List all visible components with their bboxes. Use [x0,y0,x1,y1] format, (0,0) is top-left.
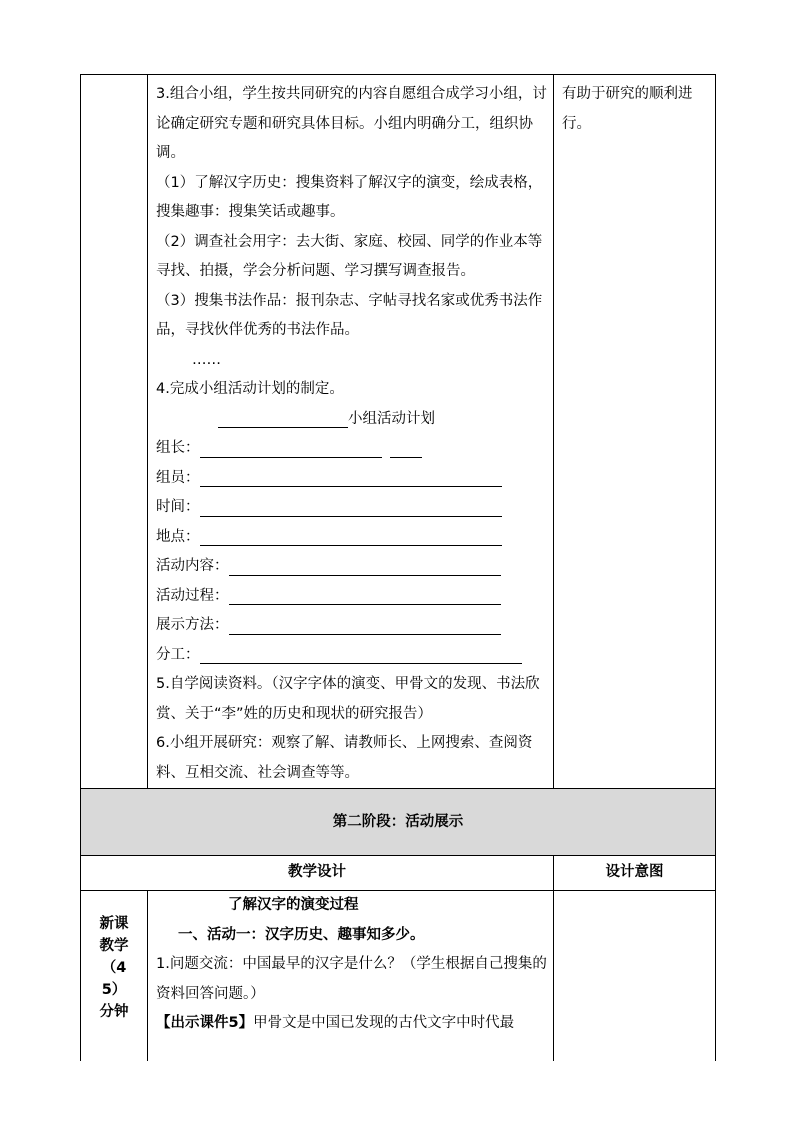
lesson-title: 了解汉字的演变过程 [228,897,359,913]
blank-line [229,616,501,635]
stage-title: 第二阶段：活动展示 [81,789,716,856]
field-label: 时间： [156,499,200,515]
lesson-row [81,891,716,1062]
text-line: （2）调查社会用字：去大街、家庭、校园、同学的作业本等寻找、拍摄，学会分析问题、学习撰写调查报告。 [156,233,543,279]
blank-line [218,409,348,428]
blank-cell [81,75,148,789]
blank-line [200,498,502,517]
blank-line [200,439,382,458]
intent-header: 设计意图 [554,856,716,891]
ppt-tag: 【出示课件5】 [156,1015,254,1031]
plan-field [156,434,549,464]
ppt-text: 甲骨文是中国已发现的古代文字中时代最 [253,1015,515,1031]
text-line: 6.小组开展研究：观察了解、请教师长、上网搜索、查阅资料、互相交流、社会调查等等。 [156,735,533,781]
design-header: 教学设计 [81,856,554,891]
plan-field [156,523,549,553]
intent-cell [554,75,716,789]
plan-field [156,464,549,494]
plan-field [156,493,549,523]
blank-line [200,468,502,487]
lesson-cell [148,891,554,1062]
field-label: 展示方法： [156,617,229,633]
content-cell [148,75,554,789]
plan-title-line [156,405,549,435]
side-label [81,891,148,1062]
ellipsis-line: …… [192,351,221,368]
field-label: 分工： [156,646,200,663]
ppt-line [156,1009,549,1039]
plan-field [156,582,549,612]
field-label: 地点： [156,528,200,545]
question-line: 1.问题交流：中国最早的汉字是什么？（学生根据自己搜集的资料回答问题。） [156,956,547,1002]
header-row [81,856,716,891]
blank-line [229,557,501,576]
lesson-intent-cell [554,891,716,1062]
text-line: 3.组合小组，学生按共同研究的内容自愿组合成学习小组，讨论确定研究专题和研究具体目标。小组内明确分工，组织协调。 [156,86,547,161]
blank-line [200,645,522,664]
text-line: 5.自学阅读资料。（汉字字体的演变、甲骨文的发现、书法欣赏、关于“李”姓的历史和现状的研究报告） [156,676,540,722]
plan-field [156,611,549,641]
lesson-plan-table [80,74,716,1061]
text-line: （3）搜集书法作品：报刊杂志、字帖寻找名家或优秀书法作品，寻找伙伴优秀的书法作品。 [156,292,543,338]
activity-title: 一、活动一：汉字历史、趣事知多少。 [178,926,425,943]
plan-field [156,641,549,671]
text-line: （1）了解汉字历史：搜集资料了解汉字的演变，绘成表格，搜集趣事：搜集笑话或趣事。 [156,174,543,220]
plan-field [156,552,549,582]
stage-row [81,789,716,856]
plan-title: 小组活动计划 [348,410,435,427]
text-line: 4.完成小组活动计划的制定。 [156,381,344,397]
blank-line [200,527,502,546]
field-label: 组长： [156,440,200,456]
field-label: 活动内容： [156,558,229,574]
field-label: 活动过程： [156,587,229,604]
top-row [81,75,716,789]
side-label-text: 新课教学（45）分钟 [99,916,129,1020]
blank-line [390,439,422,458]
intent-note: 有助于研究的顺利进行。 [562,86,693,132]
field-label: 组员： [156,469,200,486]
blank-line [229,586,501,605]
